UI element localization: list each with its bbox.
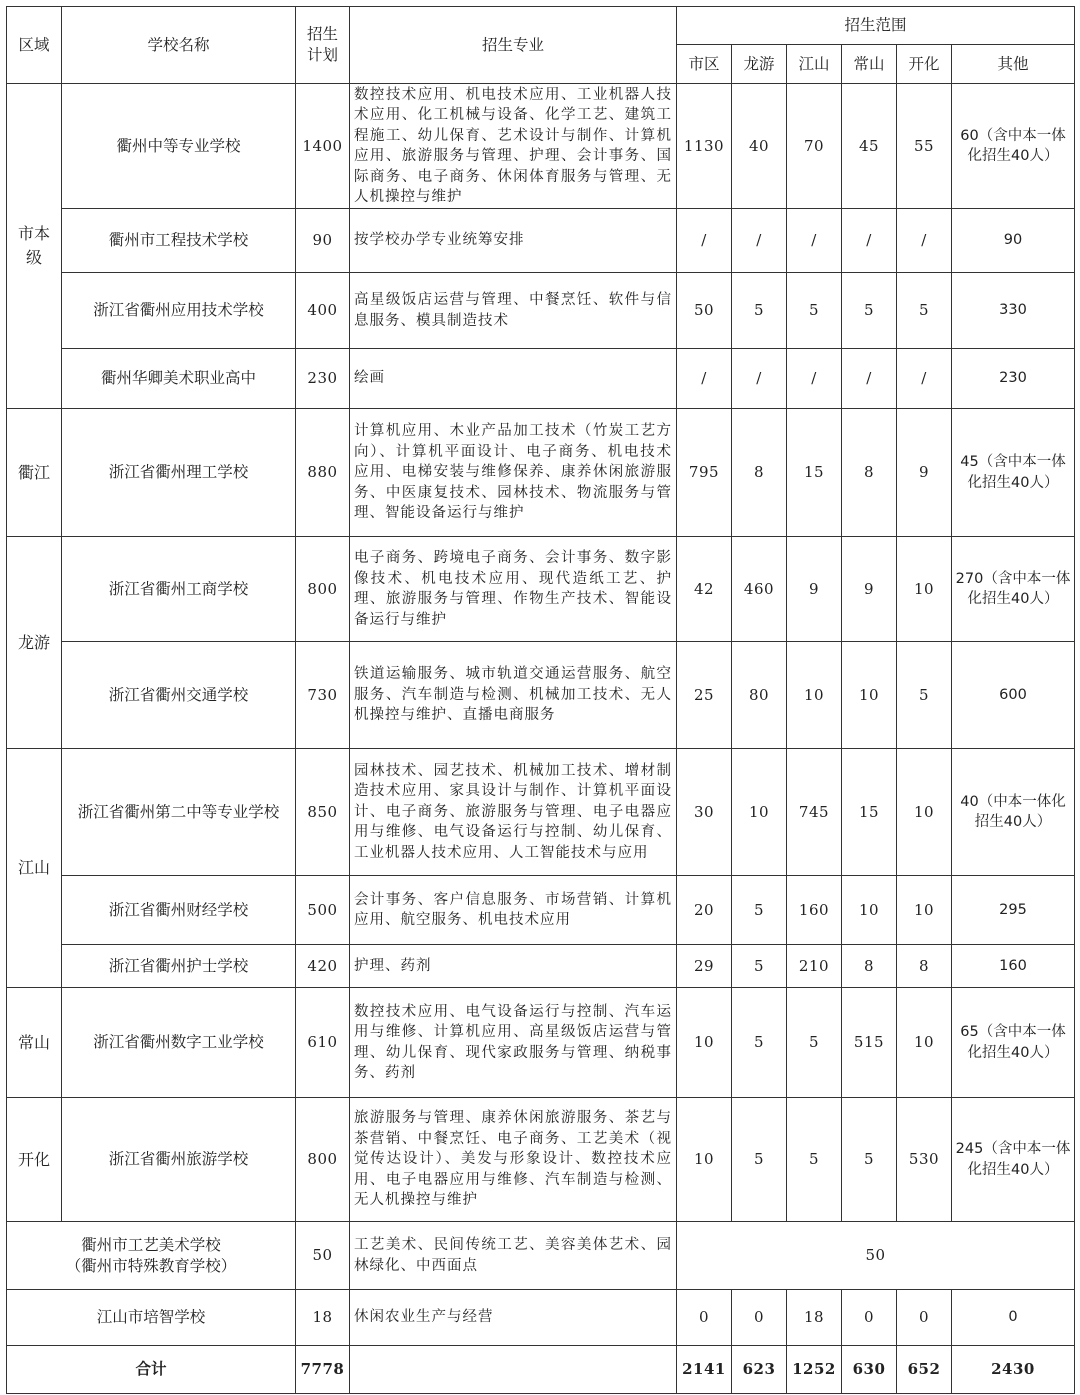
count-changshan: 5 [842,273,897,349]
header-col-shiqu: 市区 [677,45,732,84]
count-other: 65（含中本一体化招生40人） [952,988,1075,1098]
enrollment-plan-table-container [6,6,1075,1394]
table-row [7,537,1075,642]
total-label: 合计 [7,1346,296,1394]
total-row [7,1346,1075,1394]
count-jiangshan: / [787,349,842,409]
majors-list: 数控技术应用、机电技术应用、工业机器人技术应用、化工机械与设备、化学工艺、建筑工程施工、幼儿保育、艺术设计与制作、计算机应用、旅游服务与管理、护理、会计事务、国际商务、电子商务、休闲体育服务与管理、无人机操控与维护 [350,84,677,209]
majors-list: 计算机应用、木业产品加工技术（竹炭工艺方向）、计算机平面设计、电子商务、机电技术应用、电梯安装与维修保养、康养休闲旅游服务、中医康复技术、园林技术、物流服务与管理、智能设备运行与维护 [350,409,677,537]
school-name: 浙江省衢州应用技术学校 [62,273,296,349]
plan-count: 800 [296,1098,350,1222]
count-shiqu: 10 [677,988,732,1098]
region-shibenji: 市本级 [7,84,62,409]
region-kaihua: 开化 [7,1098,62,1222]
count-kaihua: 8 [897,945,952,988]
plan-count: 230 [296,349,350,409]
majors-list: 电子商务、跨境电子商务、会计事务、数字影像技术、机电技术应用、现代造纸工艺、护理、旅游服务与管理、作物生产技术、智能设备运行与维护 [350,537,677,642]
plan-count: 18 [296,1290,350,1346]
count-kaihua: 10 [897,537,952,642]
count-shiqu: 29 [677,945,732,988]
count-kaihua: 0 [897,1290,952,1346]
total-shiqu: 2141 [677,1346,732,1394]
count-longyou: 5 [732,1098,787,1222]
count-jiangshan: 5 [787,1098,842,1222]
school-name: 衢州华卿美术职业高中 [62,349,296,409]
count-jiangshan: 9 [787,537,842,642]
count-shiqu: 1130 [677,84,732,209]
header-plan-text: 招生计划 [306,25,338,64]
majors-list: 按学校办学专业统筹安排 [350,209,677,273]
table-row [7,642,1075,749]
table-row [7,84,1075,209]
count-shiqu: 20 [677,876,732,945]
total-other: 2430 [952,1346,1075,1394]
count-longyou: 80 [732,642,787,749]
region-changshan: 常山 [7,988,62,1098]
majors-list: 休闲农业生产与经营 [350,1290,677,1346]
count-longyou: 40 [732,84,787,209]
count-other: 295 [952,876,1075,945]
table-row [7,209,1075,273]
count-kaihua: 5 [897,642,952,749]
count-longyou: 10 [732,749,787,876]
plan-count: 800 [296,537,350,642]
school-name: 衢州市工程技术学校 [62,209,296,273]
majors-list: 会计事务、客户信息服务、市场营销、计算机应用、航空服务、机电技术应用 [350,876,677,945]
count-shiqu: 25 [677,642,732,749]
count-shiqu: 50 [677,273,732,349]
count-other: 0 [952,1290,1075,1346]
count-changshan: 9 [842,537,897,642]
count-other: 40（中本一体化招生40人） [952,749,1075,876]
header-row-1 [7,7,1075,45]
header-col-other: 其他 [952,45,1075,84]
majors-list: 高星级饭店运营与管理、中餐烹饪、软件与信息服务、模具制造技术 [350,273,677,349]
header-plan [296,7,350,84]
school-name: 浙江省衢州护士学校 [62,945,296,988]
count-jiangshan: 10 [787,642,842,749]
total-longyou: 623 [732,1346,787,1394]
majors-list: 铁道运输服务、城市轨道交通运营服务、航空服务、汽车制造与检测、机械加工技术、无人机操控与维护、直播电商服务 [350,642,677,749]
count-jiangshan: 745 [787,749,842,876]
count-shiqu: 30 [677,749,732,876]
plan-count: 1400 [296,84,350,209]
school-name: 浙江省衢州旅游学校 [62,1098,296,1222]
majors-list: 工艺美术、民间传统工艺、美容美体艺术、园林绿化、中西面点 [350,1222,677,1290]
count-kaihua: / [897,209,952,273]
count-longyou: 5 [732,945,787,988]
table-row [7,409,1075,537]
count-changshan: 10 [842,876,897,945]
count-other: 45（含中本一体化招生40人） [952,409,1075,537]
plan-count: 730 [296,642,350,749]
majors-list: 护理、药剂 [350,945,677,988]
header-col-longyou: 龙游 [732,45,787,84]
count-kaihua: 10 [897,988,952,1098]
count-other: 600 [952,642,1075,749]
count-shiqu: 0 [677,1290,732,1346]
total-jiangshan: 1252 [787,1346,842,1394]
total-majors-empty [350,1346,677,1394]
count-jiangshan: 70 [787,84,842,209]
school-name: 衢州中等专业学校 [62,84,296,209]
majors-list: 绘画 [350,349,677,409]
plan-count: 400 [296,273,350,349]
count-kaihua: 9 [897,409,952,537]
count-changshan: 5 [842,1098,897,1222]
table-row [7,349,1075,409]
count-changshan: 45 [842,84,897,209]
school-name: 浙江省衢州第二中等专业学校 [62,749,296,876]
region-longyou: 龙游 [7,537,62,749]
school-name: 浙江省衢州财经学校 [62,876,296,945]
table-row [7,1222,1075,1290]
header-col-kaihua: 开化 [897,45,952,84]
total-changshan: 630 [842,1346,897,1394]
count-longyou: 460 [732,537,787,642]
count-other: 90 [952,209,1075,273]
count-kaihua: 530 [897,1098,952,1222]
count-changshan: 8 [842,409,897,537]
count-other: 245（含中本一体化招生40人） [952,1098,1075,1222]
count-range-all: 50 [677,1222,1075,1290]
count-changshan: / [842,209,897,273]
count-other: 270（含中本一体化招生40人） [952,537,1075,642]
count-jiangshan: 160 [787,876,842,945]
header-col-changshan: 常山 [842,45,897,84]
plan-count: 880 [296,409,350,537]
school-name: 浙江省衢州数字工业学校 [62,988,296,1098]
majors-list: 旅游服务与管理、康养休闲旅游服务、茶艺与茶营销、中餐烹饪、电子商务、工艺美术（视觉传达设计）、美发与形象设计、数控技术应用、电子电器应用与维修、汽车制造与检测、无人机操控与维护 [350,1098,677,1222]
header-school: 学校名称 [62,7,296,84]
count-longyou: 5 [732,273,787,349]
school-name: 浙江省衢州交通学校 [62,642,296,749]
count-shiqu: 10 [677,1098,732,1222]
count-changshan: 8 [842,945,897,988]
majors-list: 数控技术应用、电气设备运行与控制、汽车运用与维修、计算机应用、高星级饭店运营与管理、幼儿保育、现代家政服务与管理、纳税事务、药剂 [350,988,677,1098]
table-row [7,945,1075,988]
count-shiqu: / [677,349,732,409]
count-jiangshan: 5 [787,273,842,349]
count-longyou: 8 [732,409,787,537]
count-kaihua: / [897,349,952,409]
enrollment-plan-table [6,6,1075,1394]
count-other: 330 [952,273,1075,349]
count-longyou: 5 [732,876,787,945]
plan-count: 610 [296,988,350,1098]
total-plan: 7778 [296,1346,350,1394]
school-name: 江山市培智学校 [7,1290,296,1346]
plan-count: 850 [296,749,350,876]
count-jiangshan: 18 [787,1290,842,1346]
table-row [7,1098,1075,1222]
plan-count: 420 [296,945,350,988]
school-name: 浙江省衢州理工学校 [62,409,296,537]
header-range: 招生范围 [677,7,1075,45]
header-region: 区域 [7,7,62,84]
count-changshan: 515 [842,988,897,1098]
majors-list: 园林技术、园艺技术、机械加工技术、增材制造技术应用、家具设计与制作、计算机平面设计、电子商务、旅游服务与管理、电子电器应用与维修、电气设备运行与控制、幼儿保育、工业机器人技术应用、人工智能技术与应用 [350,749,677,876]
school-name-line1: 衢州市工艺美术学校 [81,1235,221,1254]
count-shiqu: / [677,209,732,273]
count-longyou: 5 [732,988,787,1098]
count-kaihua: 10 [897,749,952,876]
count-jiangshan: 5 [787,988,842,1098]
count-changshan: 15 [842,749,897,876]
region-jiangshan: 江山 [7,749,62,988]
school-name [7,1222,296,1290]
count-jiangshan: 210 [787,945,842,988]
table-row [7,749,1075,876]
plan-count: 50 [296,1222,350,1290]
count-other: 60（含中本一体化招生40人） [952,84,1075,209]
table-row [7,1290,1075,1346]
plan-count: 500 [296,876,350,945]
count-kaihua: 5 [897,273,952,349]
school-name-line2: （衢州市特殊教育学校） [65,1256,237,1275]
count-longyou: 0 [732,1290,787,1346]
table-row [7,988,1075,1098]
header-majors: 招生专业 [350,7,677,84]
count-shiqu: 795 [677,409,732,537]
count-kaihua: 55 [897,84,952,209]
count-longyou: / [732,209,787,273]
table-row [7,273,1075,349]
region-qujiang: 衢江 [7,409,62,537]
count-jiangshan: 15 [787,409,842,537]
count-shiqu: 42 [677,537,732,642]
count-jiangshan: / [787,209,842,273]
count-changshan: 10 [842,642,897,749]
header-col-jiangshan: 江山 [787,45,842,84]
table-row [7,876,1075,945]
plan-count: 90 [296,209,350,273]
count-changshan: 0 [842,1290,897,1346]
school-name: 浙江省衢州工商学校 [62,537,296,642]
total-kaihua: 652 [897,1346,952,1394]
count-other: 230 [952,349,1075,409]
count-other: 160 [952,945,1075,988]
count-longyou: / [732,349,787,409]
count-changshan: / [842,349,897,409]
count-kaihua: 10 [897,876,952,945]
